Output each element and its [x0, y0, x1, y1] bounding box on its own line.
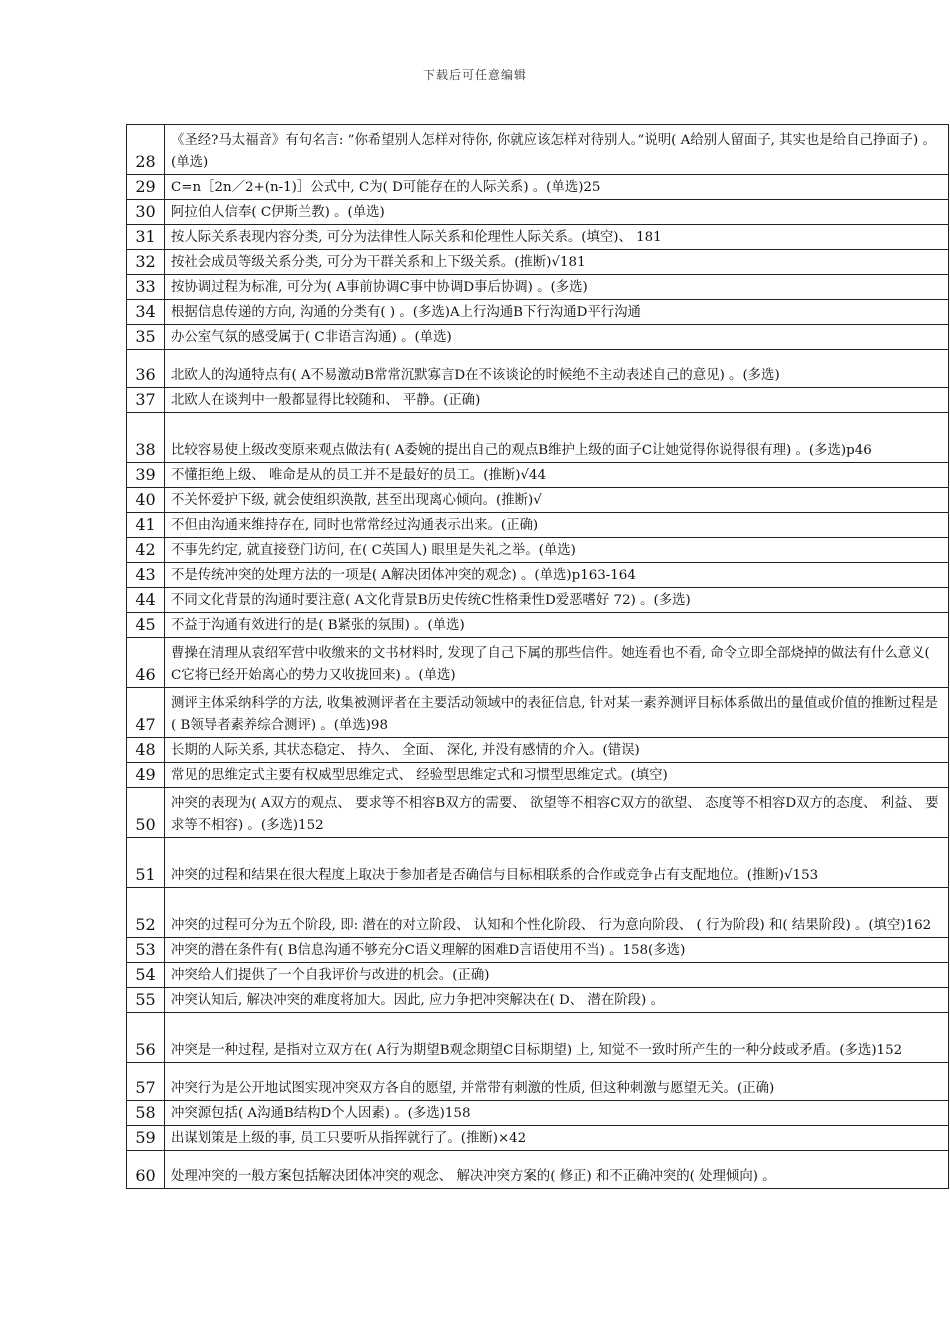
question-text: 不是传统冲突的处理方法的一项是( A解决团体冲突的观念) 。(单选)p163-164	[165, 563, 949, 588]
question-text: 按人际关系表现内容分类, 可分为法律性人际关系和伦理性人际关系。(填空)、 181	[165, 225, 949, 250]
question-number: 36	[127, 350, 165, 388]
table-row	[127, 463, 949, 488]
question-table	[126, 124, 949, 1189]
table-row	[127, 838, 949, 888]
question-text: 不关怀爱护下级, 就会使组织涣散, 甚至出现离心倾向。(推断)√	[165, 488, 949, 513]
question-text: 常见的思维定式主要有权威型思维定式、 经验型思维定式和习惯型思维定式。(填空)	[165, 763, 949, 788]
question-text: 冲突认知后, 解决冲突的难度将加大。因此, 应力争把冲突解决在( D、 潜在阶段) 。	[165, 988, 949, 1013]
question-text: 《圣经?马太福音》有句名言: ”你希望别人怎样对待你, 你就应该怎样对待别人。”说明( A给别人留面子, 其实也是给自己挣面子) 。(单选)	[165, 125, 949, 175]
question-text: 冲突的潜在条件有( B信息沟通不够充分C语义理解的困难D言语使用不当) 。158(多选)	[165, 938, 949, 963]
question-number: 53	[127, 938, 165, 963]
question-number: 57	[127, 1063, 165, 1101]
question-number: 37	[127, 388, 165, 413]
question-text: 冲突的过程可分为五个阶段, 即: 潜在的对立阶段、 认知和个性化阶段、 行为意向阶段、 ( 行为阶段) 和( 结果阶段) 。(填空)162	[165, 888, 949, 938]
question-text: 处理冲突的一般方案包括解决团体冲突的观念、 解决冲突方案的( 修正) 和不正确冲突的( 处理倾向) 。	[165, 1151, 949, 1189]
question-number: 45	[127, 613, 165, 638]
question-number: 48	[127, 738, 165, 763]
table-row	[127, 250, 949, 275]
question-number: 31	[127, 225, 165, 250]
table-row	[127, 488, 949, 513]
table-row	[127, 888, 949, 938]
question-number: 59	[127, 1126, 165, 1151]
question-text: 曹操在清理从袁绍军营中收缴来的文书材料时, 发现了自己下属的那些信件。她连看也不看, 命令立即全部烧掉的做法有什么意义( C它将已经开始离心的势力又收拢回来) 。(单选)	[165, 638, 949, 688]
table-row	[127, 1013, 949, 1063]
table-row	[127, 225, 949, 250]
question-number: 33	[127, 275, 165, 300]
table-row	[127, 738, 949, 763]
question-text: 不但由沟通来维持存在, 同时也常常经过沟通表示出来。(正确)	[165, 513, 949, 538]
table-row	[127, 788, 949, 838]
question-text: 不同文化背景的沟通时要注意( A文化背景B历史传统C性格秉性D爱恶嗜好 72) 。(多选)	[165, 588, 949, 613]
question-number: 32	[127, 250, 165, 275]
table-row	[127, 938, 949, 963]
question-text: 按协调过程为标准, 可分为( A事前协调C事中协调D事后协调) 。(多选)	[165, 275, 949, 300]
question-text: 冲突的过程和结果在很大程度上取决于参加者是否确信与目标相联系的合作或竞争占有支配地位。(推断)√153	[165, 838, 949, 888]
question-text: 测评主体采纳科学的方法, 收集被测评者在主要活动领域中的表征信息, 针对某一素养测评目标体系做出的量值或价值的推断过程是( B领导者素养综合测评) 。(单选)98	[165, 688, 949, 738]
question-number: 49	[127, 763, 165, 788]
table-row	[127, 1101, 949, 1126]
table-row	[127, 1151, 949, 1189]
question-text: 办公室气氛的感受属于( C非语言沟通) 。(单选)	[165, 325, 949, 350]
table-row	[127, 300, 949, 325]
question-number: 58	[127, 1101, 165, 1126]
table-row	[127, 1126, 949, 1151]
question-text: 冲突的表现为( A双方的观点、 要求等不相容B双方的需要、 欲望等不相容C双方的欲望、 态度等不相容D双方的态度、 利益、 要求等不相容) 。(多选)152	[165, 788, 949, 838]
table-row	[127, 963, 949, 988]
page-header: 下载后可任意编辑	[422, 68, 527, 82]
table-row	[127, 350, 949, 388]
table-row	[127, 275, 949, 300]
question-number: 30	[127, 200, 165, 225]
question-number: 38	[127, 413, 165, 463]
question-text: 冲突源包括( A沟通B结构D个人因素) 。(多选)158	[165, 1101, 949, 1126]
table-row	[127, 538, 949, 563]
question-number: 35	[127, 325, 165, 350]
question-number: 52	[127, 888, 165, 938]
question-text: 阿拉伯人信奉( C伊斯兰教) 。(单选)	[165, 200, 949, 225]
question-number: 47	[127, 688, 165, 738]
table-row	[127, 763, 949, 788]
question-text: 冲突给人们提供了一个自我评价与改进的机会。(正确)	[165, 963, 949, 988]
table-row	[127, 988, 949, 1013]
question-text: 出谋划策是上级的事, 员工只要听从指挥就行了。(推断)×42	[165, 1126, 949, 1151]
question-text: 北欧人在谈判中一般都显得比较随和、 平静。(正确)	[165, 388, 949, 413]
table-row	[127, 1063, 949, 1101]
table-row	[127, 613, 949, 638]
question-text: 比较容易使上级改变原来观点做法有( A委婉的提出自己的观点B维护上级的面子C让她觉得你说得很有理) 。(多选)p46	[165, 413, 949, 463]
question-text: 长期的人际关系, 其状态稳定、 持久、 全面、 深化, 并没有感情的介入。(错误)	[165, 738, 949, 763]
question-number: 54	[127, 963, 165, 988]
question-number: 51	[127, 838, 165, 888]
question-number: 43	[127, 563, 165, 588]
question-number: 55	[127, 988, 165, 1013]
question-rows	[127, 125, 949, 1189]
question-number: 40	[127, 488, 165, 513]
table-row	[127, 563, 949, 588]
question-number: 46	[127, 638, 165, 688]
question-number: 29	[127, 175, 165, 200]
question-number: 39	[127, 463, 165, 488]
question-number: 28	[127, 125, 165, 175]
table-row	[127, 638, 949, 688]
question-number: 42	[127, 538, 165, 563]
question-text: 冲突是一种过程, 是指对立双方在( A行为期望B观念期望C目标期望) 上, 知觉不一致时所产生的一种分歧或矛盾。(多选)152	[165, 1013, 949, 1063]
table-row	[127, 388, 949, 413]
question-text: 北欧人的沟通特点有( A不易激动B常常沉默寡言D在不该谈论的时候绝不主动表述自己的意见) 。(多选)	[165, 350, 949, 388]
question-text: 不益于沟通有效进行的是( B紧张的氛围) 。(单选)	[165, 613, 949, 638]
question-number: 56	[127, 1013, 165, 1063]
question-text: C=n［2n／2+(n-1)］公式中, C为( D可能存在的人际关系) 。(单选)25	[165, 175, 949, 200]
table-row	[127, 125, 949, 175]
table-row	[127, 325, 949, 350]
table-row	[127, 588, 949, 613]
table-row	[127, 513, 949, 538]
question-text: 按社会成员等级关系分类, 可分为干群关系和上下级关系。(推断)√181	[165, 250, 949, 275]
question-text: 不懂拒绝上级、 唯命是从的员工并不是最好的员工。(推断)√44	[165, 463, 949, 488]
table-row	[127, 413, 949, 463]
question-number: 44	[127, 588, 165, 613]
question-number: 41	[127, 513, 165, 538]
question-text: 冲突行为是公开地试图实现冲突双方各自的愿望, 并常带有刺激的性质, 但这种刺激与愿望无关。(正确)	[165, 1063, 949, 1101]
table-row	[127, 200, 949, 225]
question-text: 不事先约定, 就直接登门访问, 在( C英国人) 眼里是失礼之举。(单选)	[165, 538, 949, 563]
question-number: 34	[127, 300, 165, 325]
question-number: 50	[127, 788, 165, 838]
table-row	[127, 688, 949, 738]
question-text: 根据信息传递的方向, 沟通的分类有( ) 。(多选)A上行沟通B下行沟通D平行沟通	[165, 300, 949, 325]
table-row	[127, 175, 949, 200]
question-number: 60	[127, 1151, 165, 1189]
